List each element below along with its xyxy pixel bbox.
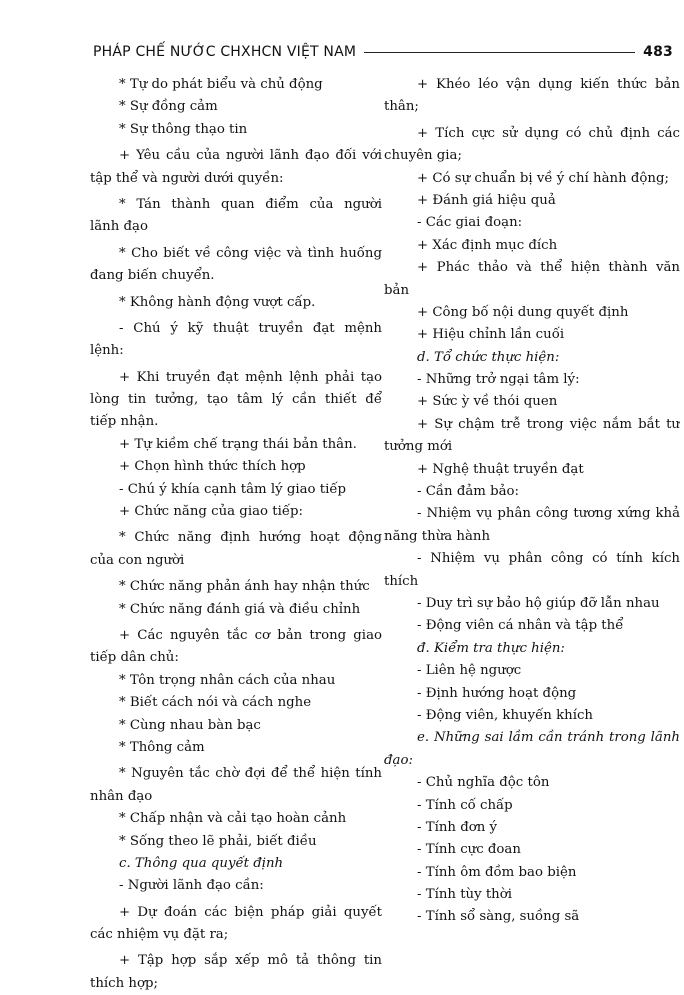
left-column — [90, 74, 382, 995]
text-line: + Tích cực sử dụng có chủ định các — [417, 125, 680, 141]
text-line: - Liên hệ ngược — [417, 663, 522, 679]
text-line: đang biến chuyển. — [90, 268, 215, 284]
text-line: lệnh: — [90, 343, 124, 359]
text-line: * Cùng nhau bàn bạc — [119, 717, 261, 733]
text-line: * Cho biết về công việc và tình huống — [119, 245, 382, 261]
text-line: + Chọn hình thức thích hợp — [119, 459, 306, 475]
text-line: + Khi truyền đạt mệnh lệnh phải tạo — [119, 369, 382, 385]
page-number: 483 — [643, 44, 673, 60]
text-line: + Tự kiềm chế trạng thái bản thân. — [119, 436, 357, 452]
text-line: - Tính đơn ý — [417, 819, 498, 835]
text-line: - Những trở ngại tâm lý: — [417, 372, 580, 388]
text-line: - Tính ôm đồm bao biện — [417, 864, 577, 880]
text-line: + Sự chậm trễ trong việc nắm bắt tư — [417, 416, 680, 432]
text-line: thích — [384, 573, 419, 589]
text-line: của con người — [90, 552, 185, 568]
text-line: - Tính cực đoan — [417, 842, 521, 858]
text-line: * Tự do phát biểu và chủ động — [119, 77, 323, 92]
text-line: + Công bố nội dung quyết định — [417, 304, 629, 320]
text-line: * Chấp nhận và cải tạo hoàn cảnh — [119, 811, 347, 827]
section-heading: đạo: — [384, 752, 413, 768]
text-line: + Có sự chuẩn bị về ý chí hành động; — [417, 170, 669, 186]
section-heading: d. Tổ chức thực hiện: — [417, 349, 560, 365]
text-line: * Sự đồng cảm — [119, 99, 218, 115]
text-line: + Yêu cầu của người lãnh đạo đối với — [119, 148, 382, 164]
text-line: + Dự đoán các biện pháp giải quyết — [119, 904, 382, 920]
text-line: - Nhiệm vụ phân công có tính kích — [417, 551, 680, 567]
text-line: - Nhiệm vụ phân công tương xứng khả — [417, 506, 680, 522]
text-line: * Không hành động vượt cấp. — [119, 294, 316, 310]
text-line: + Hiệu chỉnh lần cuối — [417, 327, 565, 343]
text-line: * Tán thành quan điểm của người — [119, 196, 382, 212]
text-line: + Khéo léo vận dụng kiến thức bản — [417, 77, 680, 92]
text-line: * Chức năng phản ánh hay nhận thức — [119, 579, 370, 595]
text-line: + Nghệ thuật truyền đạt — [417, 461, 584, 477]
text-line: + Xác định mục đích — [417, 237, 558, 253]
text-line: nhân đạo — [90, 788, 153, 804]
text-line: lãnh đạo — [90, 219, 148, 235]
text-line: thân; — [384, 99, 419, 115]
text-line: - Chú ý khía cạnh tâm lý giao tiếp — [119, 481, 347, 497]
text-line: các nhiệm vụ đặt ra; — [90, 927, 229, 943]
text-line: - Duy trì sự bảo hộ giúp đỡ lẫn nhau — [417, 595, 660, 611]
text-line: * Sống theo lẽ phải, biết điều — [119, 833, 317, 849]
text-line: tưởng mới — [384, 439, 453, 455]
text-line: - Cần đảm bảo: — [417, 484, 520, 500]
header-title: PHÁP CHẾ NƯỚC CHXHCN VIỆT NAM — [93, 44, 357, 60]
text-line: * Chức năng định hướng hoạt động — [119, 530, 382, 546]
right-column — [384, 74, 680, 929]
text-line: * Sự thông thạo tin — [119, 121, 248, 137]
section-heading: c. Thông qua quyết định — [119, 855, 284, 871]
text-line: chuyên gia; — [384, 148, 462, 164]
text-line: - Tính sổ sàng, suồng sã — [417, 909, 580, 925]
text-line: * Nguyên tắc chờ đợi để thể hiện tính — [119, 766, 382, 782]
text-line: - Tính tùy thời — [417, 887, 513, 903]
text-line: - Động viên cá nhân và tập thể — [417, 618, 624, 634]
text-line: * Tôn trọng nhân cách của nhau — [119, 672, 336, 688]
text-line: - Định hướng hoạt động — [417, 685, 577, 701]
section-heading: e. Những sai lầm cần tránh trong lãnh — [417, 730, 680, 746]
text-line: tiếp nhận. — [90, 414, 159, 430]
text-line: bản — [384, 282, 410, 298]
text-line: + Đánh giá hiệu quả — [417, 192, 556, 208]
text-line: + Các nguyên tắc cơ bản trong giao — [119, 627, 382, 643]
text-line: tiếp dân chủ: — [90, 650, 179, 666]
text-line: lòng tin tưởng, tạo tâm lý cần thiết để — [90, 392, 382, 408]
text-line: thích hợp; — [90, 975, 158, 991]
text-line: * Biết cách nói và cách nghe — [119, 695, 312, 711]
text-line: tập thể và người dưới quyền: — [90, 170, 284, 186]
text-line: + Phác thảo và thể hiện thành văn — [417, 260, 680, 276]
text-line: - Động viên, khuyến khích — [417, 707, 593, 723]
text-line: + Tập hợp sắp xếp mô tả thông tin — [119, 953, 382, 969]
section-heading: đ. Kiểm tra thực hiện: — [417, 640, 565, 656]
text-line: - Người lãnh đạo cần: — [119, 878, 264, 894]
text-line: * Thông cảm — [119, 739, 205, 755]
text-line: - Các giai đoạn: — [417, 215, 523, 231]
text-line: năng thừa hành — [384, 528, 491, 544]
text-line: - Chú ý kỹ thuật truyền đạt mệnh — [119, 320, 382, 336]
text-line: - Chủ nghĩa độc tôn — [417, 775, 550, 791]
header-rule — [364, 52, 635, 53]
text-line: + Sức ỳ về thói quen — [417, 394, 558, 410]
text-line: * Chức năng đánh giá và điều chỉnh — [119, 601, 361, 617]
running-header — [93, 41, 673, 63]
text-line: + Chức năng của giao tiếp: — [119, 504, 303, 520]
text-line: - Tính cố chấp — [417, 797, 513, 813]
